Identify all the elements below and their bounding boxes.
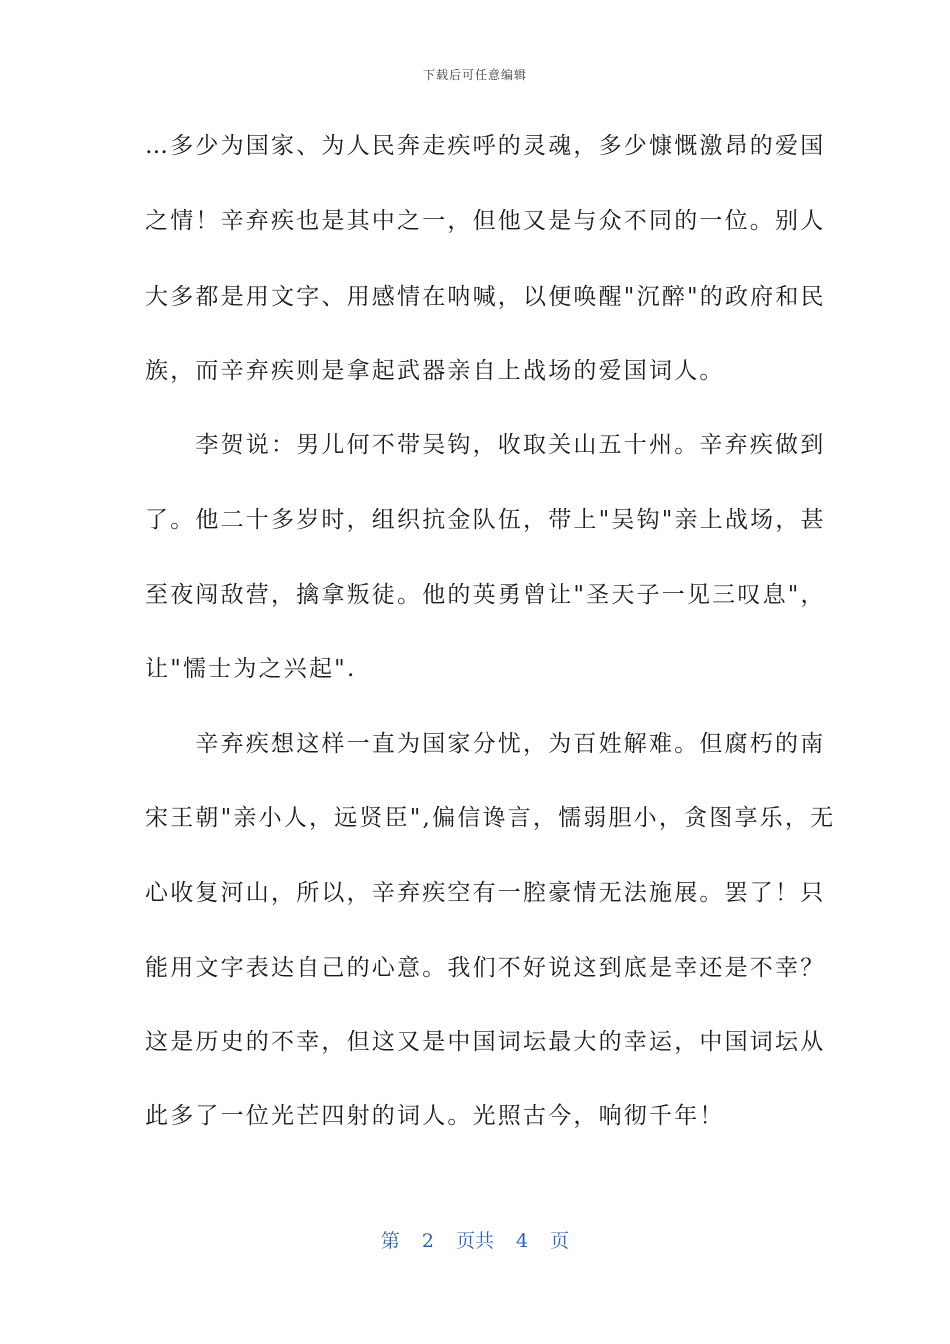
text-line: 至夜闯敌营，擒拿叛徒。他的英勇曾让"圣天子一见三叹息"， bbox=[145, 582, 826, 608]
text-line: 族，而辛弃疾则是拿起武器亲自上战场的爱国词人。 bbox=[145, 358, 725, 384]
text-line: 能用文字表达自己的心意。我们不好说这到底是幸还是不幸？ bbox=[145, 955, 826, 981]
footer-total-suffix: 页 bbox=[550, 1230, 570, 1252]
text-line: 这是历史的不幸，但这又是中国词坛最大的幸运，中国词坛从 bbox=[145, 1029, 826, 1055]
text-line: 了。他二十多岁时，组织抗金队伍，带上"吴钩"亲上战场，甚 bbox=[145, 507, 826, 533]
footer-page-suffix: 页共 bbox=[455, 1230, 494, 1252]
text-line: 李贺说：男儿何不带吴钩，收取关山五十州。辛弃疾做到 bbox=[145, 432, 826, 458]
text-line: 此多了一位光芒四射的词人。光照古今，响彻千年！ bbox=[145, 1103, 725, 1129]
footer-total-pages: 4 bbox=[516, 1230, 529, 1252]
header-note: 下载后可任意编辑 bbox=[422, 68, 527, 82]
footer-page-word: 第 bbox=[380, 1230, 400, 1252]
page-footer bbox=[0, 1226, 950, 1253]
text-line: 之情！辛弃疾也是其中之一，但他又是与众不同的一位。别人 bbox=[145, 208, 826, 234]
text-line: 让"懦士为之兴起". bbox=[145, 656, 357, 682]
text-line: 大多都是用文字、用感情在呐喊，以便唤醒"沉醉"的政府和民 bbox=[145, 284, 826, 310]
footer-current-page: 2 bbox=[421, 1230, 434, 1252]
text-line: …多少为国家、为人民奔走疾呼的灵魂，多少慷慨激昂的爱国 bbox=[145, 133, 826, 159]
text-line: 心收复河山，所以，辛弃疾空有一腔豪情无法施展。罢了！只 bbox=[145, 880, 826, 906]
text-line: 宋王朝"亲小人，远贤臣",偏信谗言，懦弱胆小，贪图享乐，无 bbox=[145, 805, 836, 831]
text-line: 辛弃疾想这样一直为国家分忧，为百姓解难。但腐朽的南 bbox=[145, 731, 826, 757]
